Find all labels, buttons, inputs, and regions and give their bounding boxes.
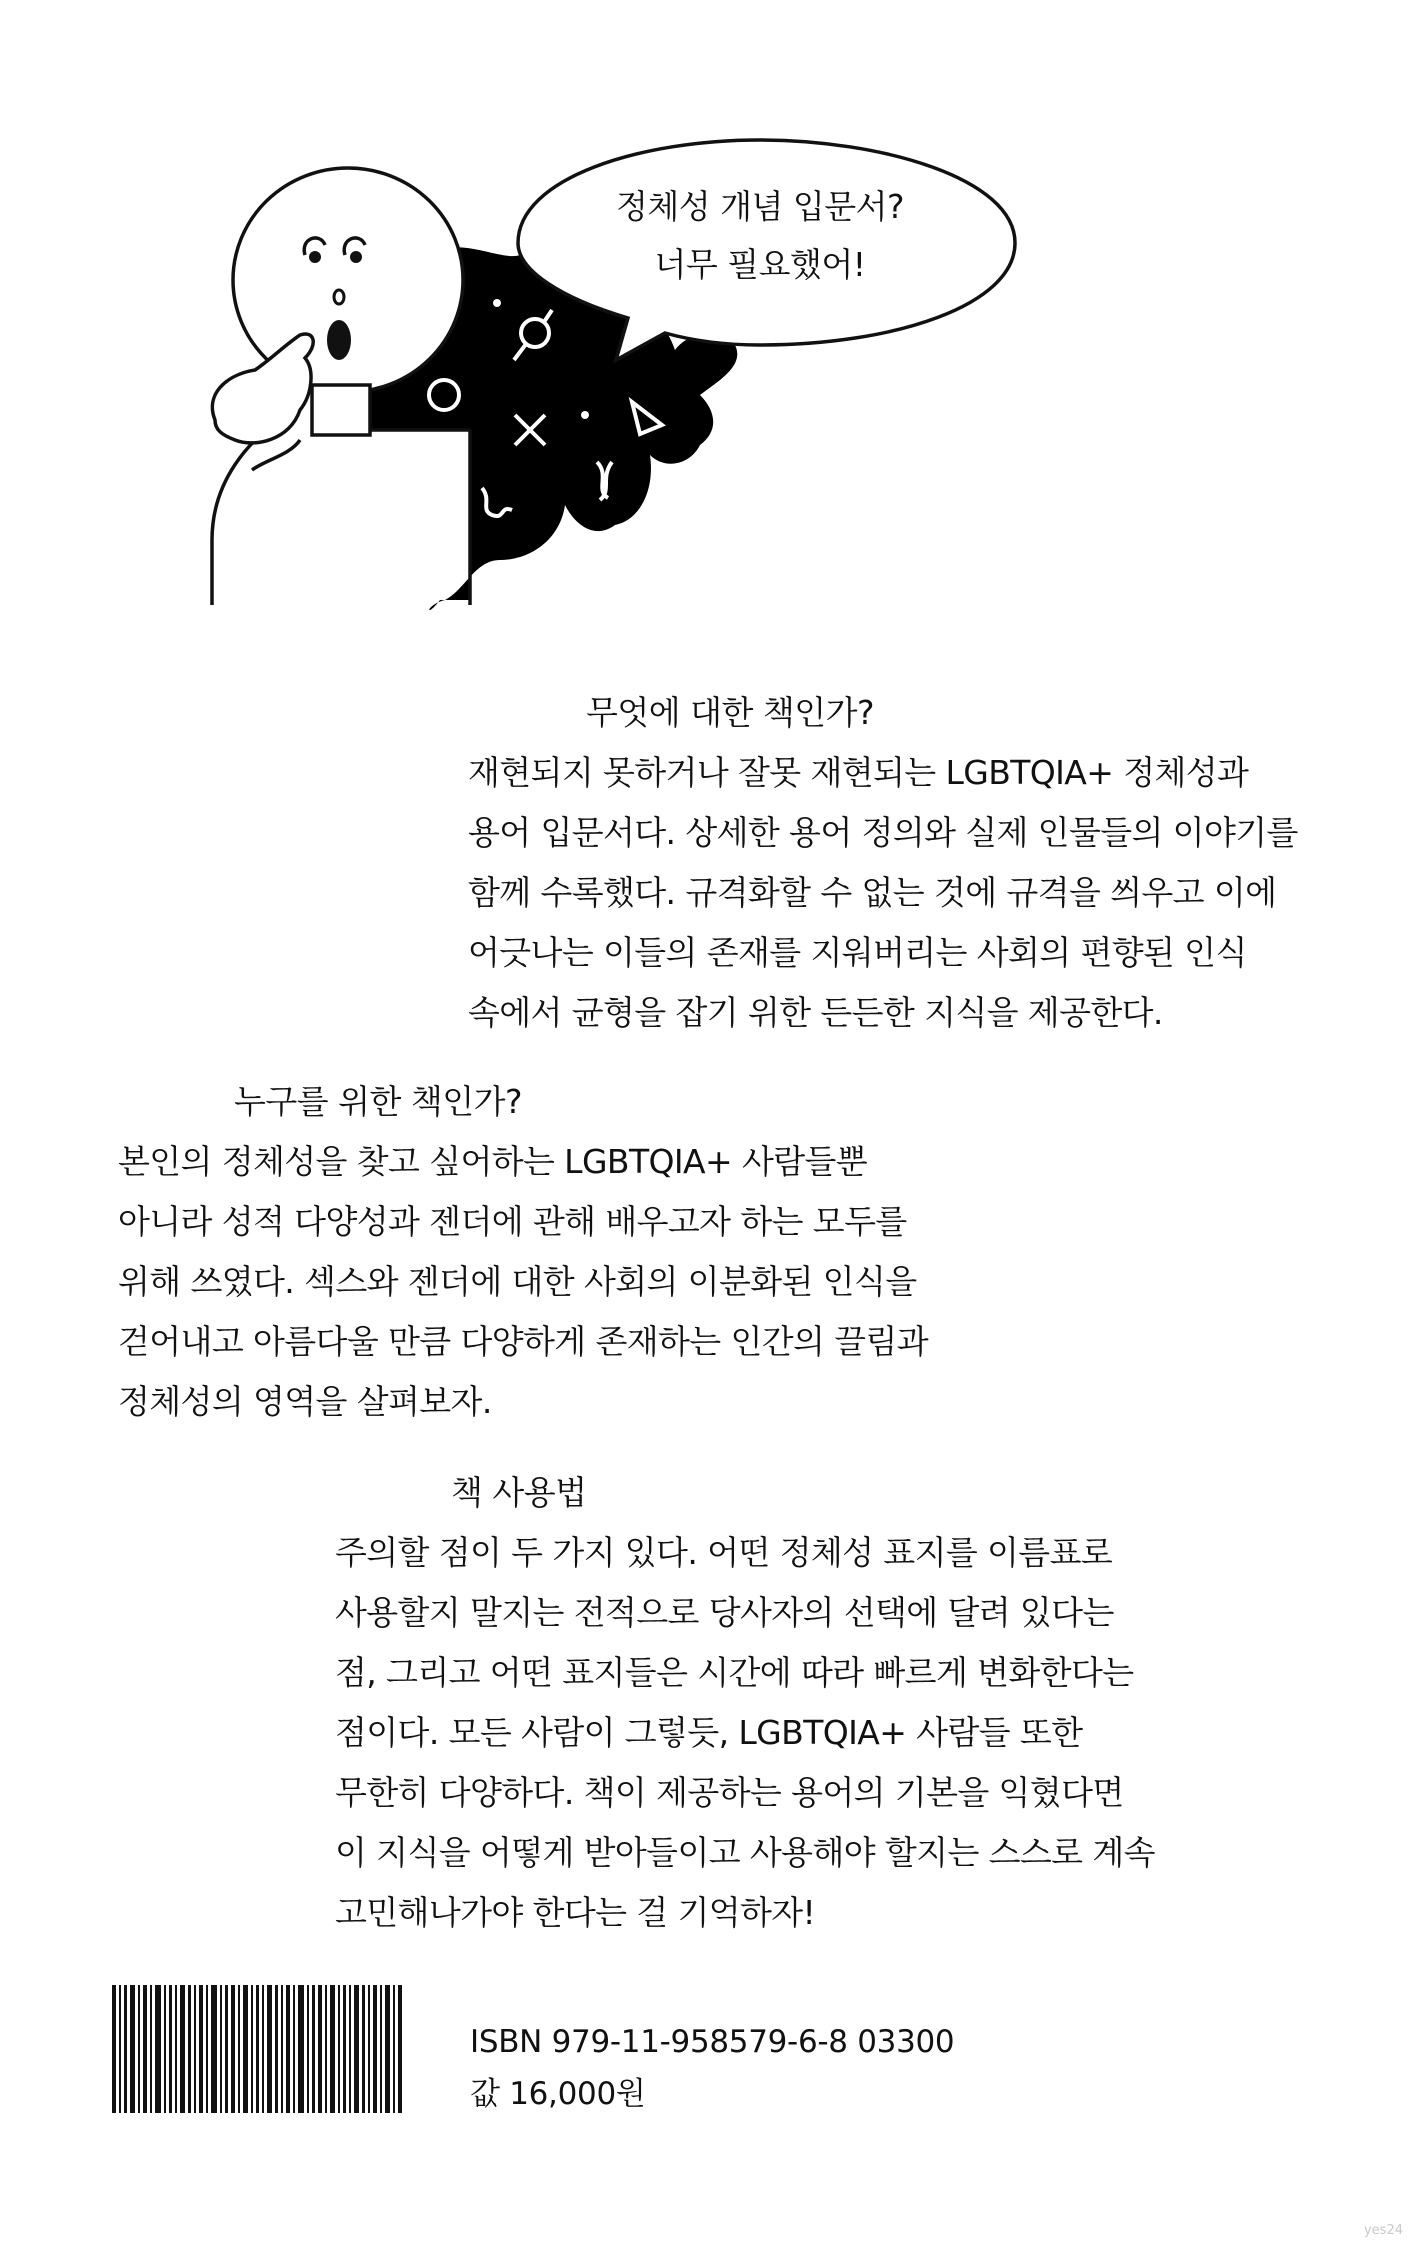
barcode xyxy=(112,1985,402,2113)
price-text: 값 16,000원 xyxy=(470,2076,646,2112)
speech-bubble-text xyxy=(570,178,950,294)
character-head xyxy=(233,168,463,392)
section-what xyxy=(468,683,1348,1043)
section-how-body: 주의할 점이 두 가지 있다. 어떤 정체성 표지를 이름표로 사용할지 말지는 전적으로 당사자의 선택에 달려 있다는 점, 그리고 어떤 표지들은 시간에 따라 빠르게 변화한다는 점이다. 모든 사람이 그렇듯, LGBTQIA+ 사람들 또한 무한히 다양하다. 책이 제공하는 용어의 기본을 익혔다면 이 지식을 어떻게 받아들이고 사용해야 할지는 스스로 계속 고민해나가야 한다는 걸 기억하자! xyxy=(335,1533,1155,1932)
watermark: yes24 xyxy=(1363,2223,1403,2238)
arm xyxy=(212,420,280,605)
isbn-price-block xyxy=(470,2016,954,2120)
section-who xyxy=(118,1072,998,1432)
speech-line-1: 정체성 개념 입문서? xyxy=(615,187,905,226)
section-who-body: 본인의 정체성을 찾고 싶어하는 LGBTQIA+ 사람들뿐 아니라 성적 다양성과 젠더에 관해 배우고자 하는 모두를 위해 쓰였다. 섹스와 젠더에 대한 사회의 이분화된 인식을 걷어내고 아름다울 만큼 다양하게 존재하는 인간의 끌림과 정체성의 영역을 살펴보자. xyxy=(118,1142,929,1421)
section-what-heading: 무엇에 대한 책인가? xyxy=(586,693,875,732)
cover-illustration xyxy=(0,0,1417,640)
section-what-body: 재현되지 못하거나 잘못 재현되는 LGBTQIA+ 정체성과 용어 입문서다. 상세한 용어 정의와 실제 인물들의 이야기를 함께 수록했다. 규격화할 수 없는 것에 규격을 씌우고 이에 어긋나는 이들의 존재를 지워버리는 사회의 편향된 인식 속에서 균형을 잡기 위한 든든한 지식을 제공한다. xyxy=(468,753,1298,1032)
section-who-heading: 누구를 위한 책인가? xyxy=(234,1082,523,1121)
speech-line-2: 너무 필요했어! xyxy=(654,245,866,284)
mouth xyxy=(327,320,351,360)
section-how-heading: 책 사용법 xyxy=(451,1473,587,1512)
section-how xyxy=(335,1463,1215,1943)
isbn-text: ISBN 979-11-958579-6-8 03300 xyxy=(470,2024,955,2060)
